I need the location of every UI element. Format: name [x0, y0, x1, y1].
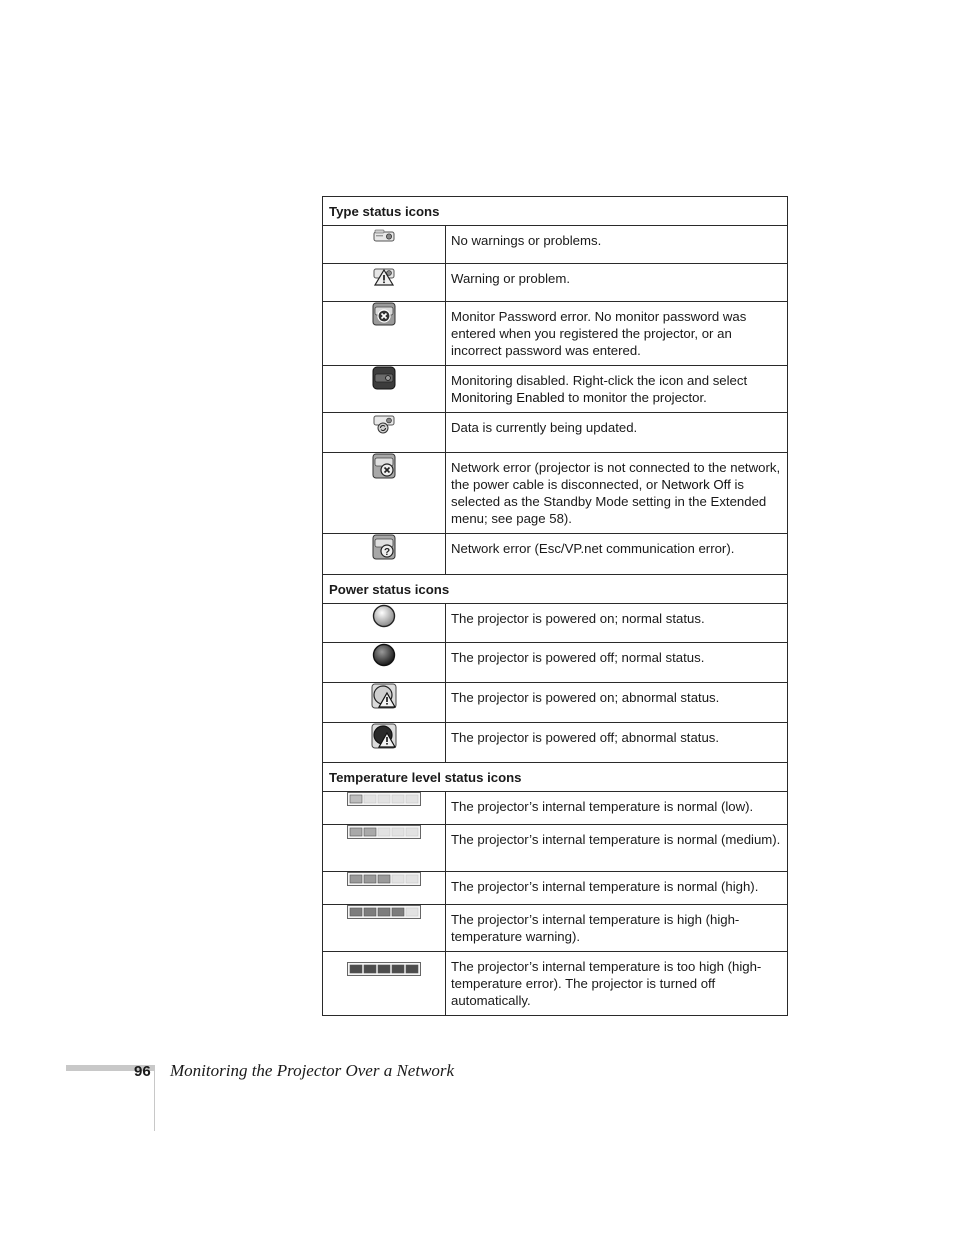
temperature-bar-segment: [406, 828, 418, 836]
temperature-desc: The projector’s internal temperature is high (high-temperature warning).: [446, 905, 788, 952]
table-row: [323, 604, 788, 643]
temperature-bar-segment: [378, 875, 390, 883]
running-title: Monitoring the Projector Over a Network: [170, 1061, 455, 1080]
temperature-bar-segment: [364, 875, 376, 883]
power-desc: The projector is powered on; normal status.: [446, 604, 788, 643]
table-row: [323, 453, 788, 534]
table-row: [323, 534, 788, 575]
temperature-level-1-icon: [347, 792, 421, 806]
power-desc: The projector is powered on; abnormal status.: [446, 683, 788, 723]
projector-password-error-icon: [372, 302, 396, 326]
footer-vertical-rule: [154, 1065, 155, 1131]
type-desc: Network error (Esc/VP.net communication error).: [446, 534, 788, 575]
temperature-bar-segment: [350, 965, 362, 973]
page-number: 96: [134, 1063, 151, 1080]
type-status-heading: Type status icons: [323, 197, 788, 226]
table-row: [323, 366, 788, 413]
type-desc: Network error (projector is not connected to the network, the power cable is disconnected, or Network Off is selected as the Standby Mode setting in the Extended menu; see page 58).: [446, 453, 788, 534]
table-row: [323, 643, 788, 683]
power-desc: The projector is powered off; normal status.: [446, 643, 788, 683]
temperature-bar-segment: [378, 795, 390, 803]
table-row: [323, 413, 788, 453]
projector-monitoring-disabled-icon: [372, 366, 396, 390]
temperature-level-2-icon: [347, 825, 421, 839]
temperature-bar-segment: [406, 795, 418, 803]
menu-option-name: Network Off: [661, 477, 731, 492]
type-desc: Warning or problem.: [446, 264, 788, 302]
temperature-desc: The projector’s internal temperature is normal (medium).: [446, 825, 788, 872]
temperature-bar-segment: [364, 908, 376, 916]
type-desc: Data is currently being updated.: [446, 413, 788, 453]
temperature-level-5-icon: [347, 962, 421, 976]
projector-network-error-icon: [372, 453, 396, 479]
temperature-bar-segment: [364, 828, 376, 836]
svg-text:?: ?: [383, 547, 391, 558]
projector-updating-icon: [372, 413, 396, 435]
temperature-bar-segment: [350, 795, 362, 803]
type-desc: No warnings or problems.: [446, 226, 788, 264]
temperature-bar-segment: [378, 828, 390, 836]
temperature-desc: The projector’s internal temperature is normal (high).: [446, 872, 788, 905]
projector-communication-error-icon: [372, 534, 396, 560]
power-on-abnormal-icon: [371, 683, 397, 709]
table-row: [323, 226, 788, 264]
table-row: [323, 872, 788, 905]
temperature-bar-segment: [392, 965, 404, 973]
table-row: [323, 952, 788, 1016]
table-row: [323, 264, 788, 302]
power-off-abnormal-icon: [371, 723, 397, 749]
table-row: [323, 683, 788, 723]
projector-normal-icon: [372, 226, 396, 244]
temperature-bar-segment: [392, 795, 404, 803]
table-row: [323, 825, 788, 872]
type-desc: Monitoring disabled. Right-click the icon and select Monitoring Enabled to monitor the projector.: [446, 366, 788, 413]
temperature-bar-segment: [364, 795, 376, 803]
power-status-heading: Power status icons: [323, 575, 788, 604]
temperature-desc: The projector’s internal temperature is normal (low).: [446, 792, 788, 825]
projector-warning-icon: [372, 264, 396, 286]
table-row: [323, 302, 788, 366]
temperature-level-3-icon: [347, 872, 421, 886]
temperature-bar-segment: [406, 875, 418, 883]
temperature-bar-segment: [350, 828, 362, 836]
section-header-row: [323, 575, 788, 604]
type-desc: Monitor Password error. No monitor password was entered when you registered the projector, or an incorrect password was entered.: [446, 302, 788, 366]
section-header-row: [323, 197, 788, 226]
menu-option-name: Monitoring Enabled: [451, 390, 565, 405]
temperature-bar-segment: [392, 875, 404, 883]
temperature-bar-segment: [392, 908, 404, 916]
temperature-bar-segment: [406, 965, 418, 973]
temperature-bar-segment: [392, 828, 404, 836]
temperature-status-heading: Temperature level status icons: [323, 763, 788, 792]
temperature-bar-segment: [350, 908, 362, 916]
temperature-bar-segment: [378, 965, 390, 973]
status-icons-table: [322, 196, 788, 1016]
temperature-desc: The projector’s internal temperature is too high (high-temperature error). The projector is turned off automatically.: [446, 952, 788, 1016]
section-header-row: [323, 763, 788, 792]
power-on-normal-icon: [372, 604, 396, 628]
temperature-level-4-icon: [347, 905, 421, 919]
table-row: [323, 792, 788, 825]
table-row: [323, 905, 788, 952]
temperature-bar-segment: [350, 875, 362, 883]
power-off-normal-icon: [372, 643, 396, 667]
temperature-bar-segment: [364, 965, 376, 973]
power-desc: The projector is powered off; abnormal status.: [446, 723, 788, 763]
table-row: [323, 723, 788, 763]
temperature-bar-segment: [378, 908, 390, 916]
temperature-bar-segment: [406, 908, 418, 916]
